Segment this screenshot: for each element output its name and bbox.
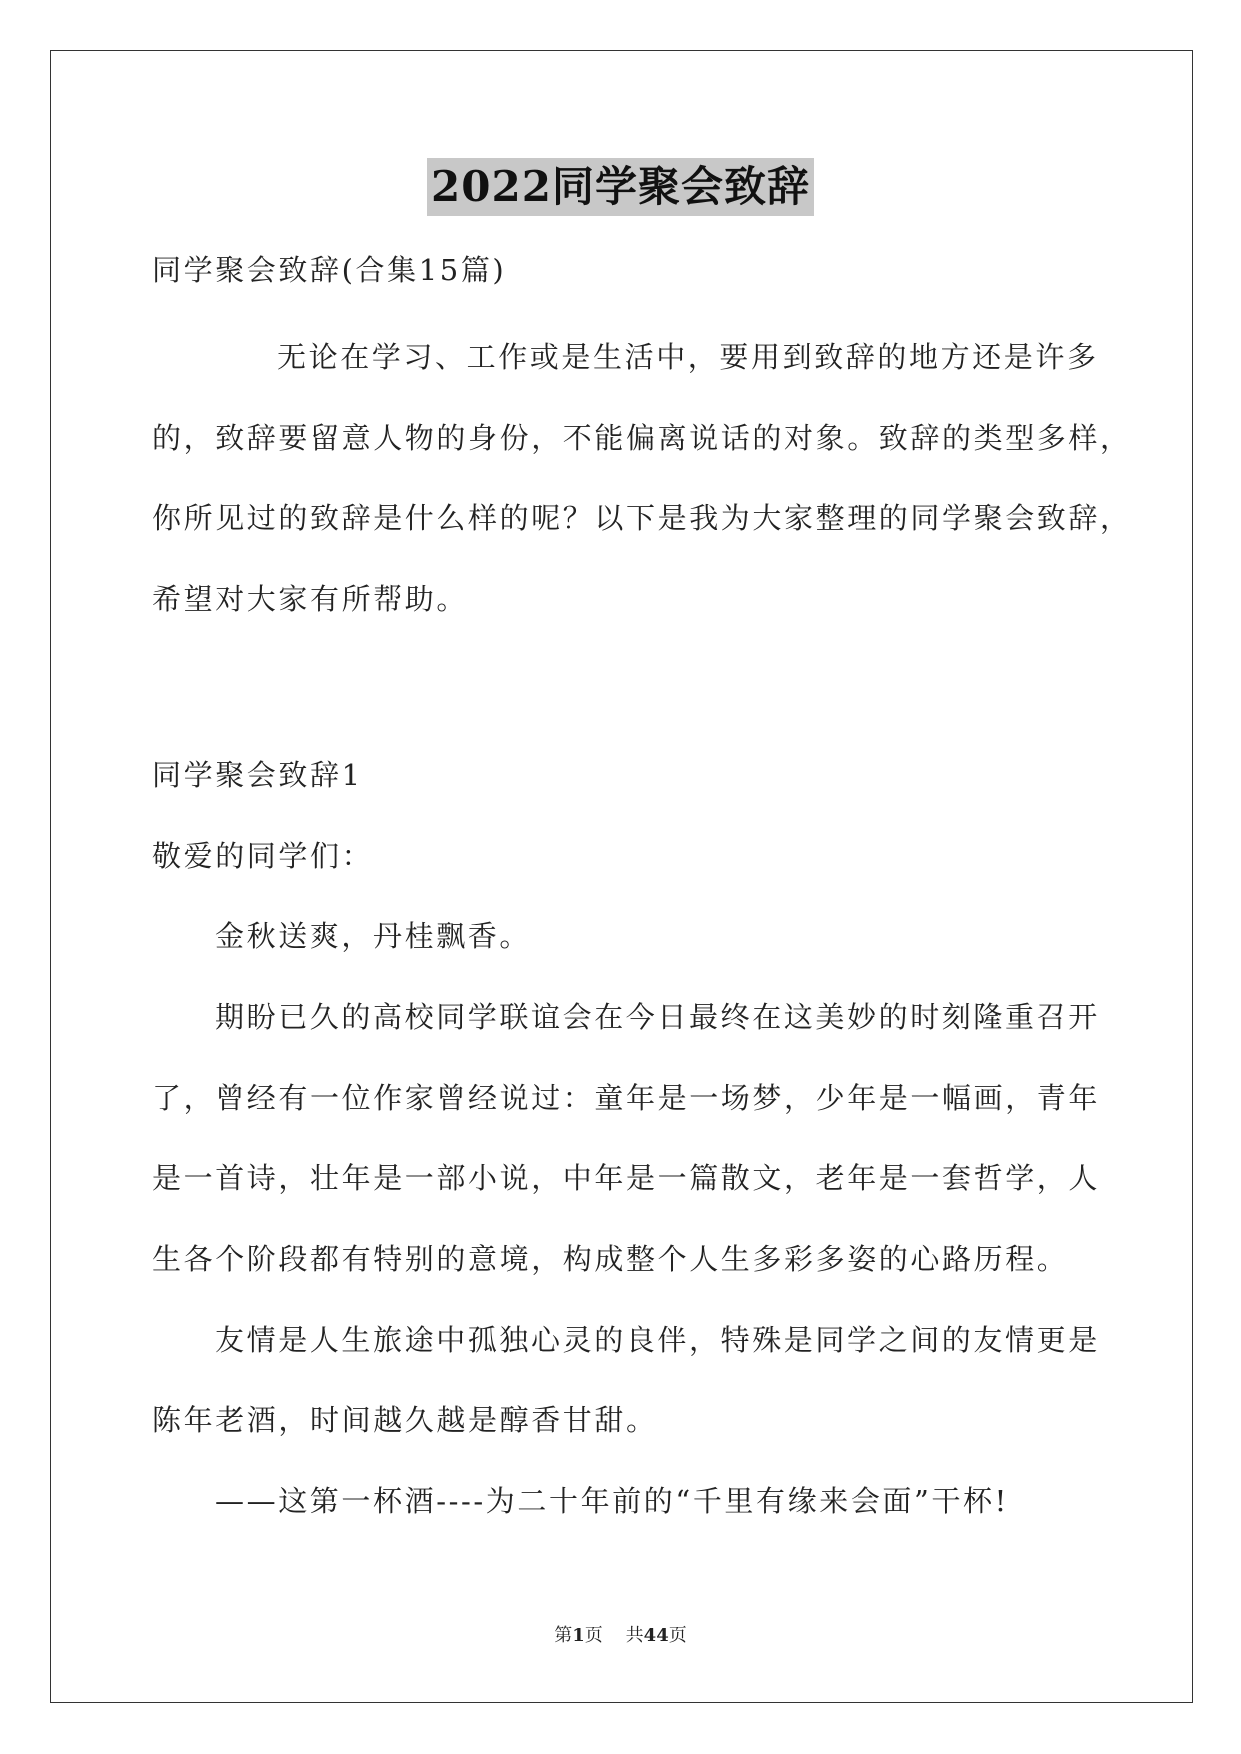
body-line: 期盼已久的高校同学联谊会在今日最终在这美妙的时刻隆重召开 — [215, 1000, 1100, 1034]
subtitle: 同学聚会致辞(合集15篇) — [152, 253, 507, 287]
intro-line: 无论在学习、工作或是生活中，要用到致辞的地方还是许多 — [277, 340, 1099, 374]
total-prefix: 共 — [625, 1625, 644, 1646]
body-line: 了，曾经有一位作家曾经说过：童年是一场梦，少年是一幅画，青年 — [152, 1081, 1101, 1115]
total-suffix: 页 — [668, 1625, 687, 1646]
body-line: 是一首诗，壮年是一部小说，中年是一篇散文，老年是一套哲学，人 — [152, 1161, 1101, 1195]
body-line: ——这第一杯酒----为二十年前的“千里有缘来会面”干杯! — [215, 1484, 1009, 1518]
body-line: 陈年老酒，时间越久越是醇香甘甜。 — [152, 1403, 658, 1437]
page-border — [50, 50, 1193, 1703]
title-wrap — [0, 158, 1241, 216]
body-line: 金秋送爽，丹桂飘香。 — [215, 919, 532, 953]
page-prefix: 第 — [554, 1625, 573, 1646]
body-line: 友情是人生旅途中孤独心灵的良伴，特殊是同学之间的友情更是 — [215, 1323, 1100, 1357]
intro-line: 的，致辞要留意人物的身份，不能偏离说话的对象。致辞的类型多样， — [152, 421, 1132, 455]
page-footer — [0, 1624, 1241, 1648]
section-heading: 同学聚会致辞1 — [152, 758, 363, 792]
intro-line: 你所见过的致辞是什么样的呢？以下是我为大家整理的同学聚会致辞， — [152, 501, 1132, 535]
page-suffix: 页 — [584, 1625, 603, 1646]
intro-line: 希望对大家有所帮助。 — [152, 582, 469, 616]
document-title: 2022同学聚会致辞 — [427, 158, 814, 216]
body-line: 生各个阶段都有特别的意境，构成整个人生多彩多姿的心路历程。 — [152, 1242, 1069, 1276]
page-number: 1 — [572, 1625, 585, 1646]
total-pages: 44 — [643, 1625, 669, 1646]
salutation: 敬爱的同学们： — [152, 839, 374, 873]
